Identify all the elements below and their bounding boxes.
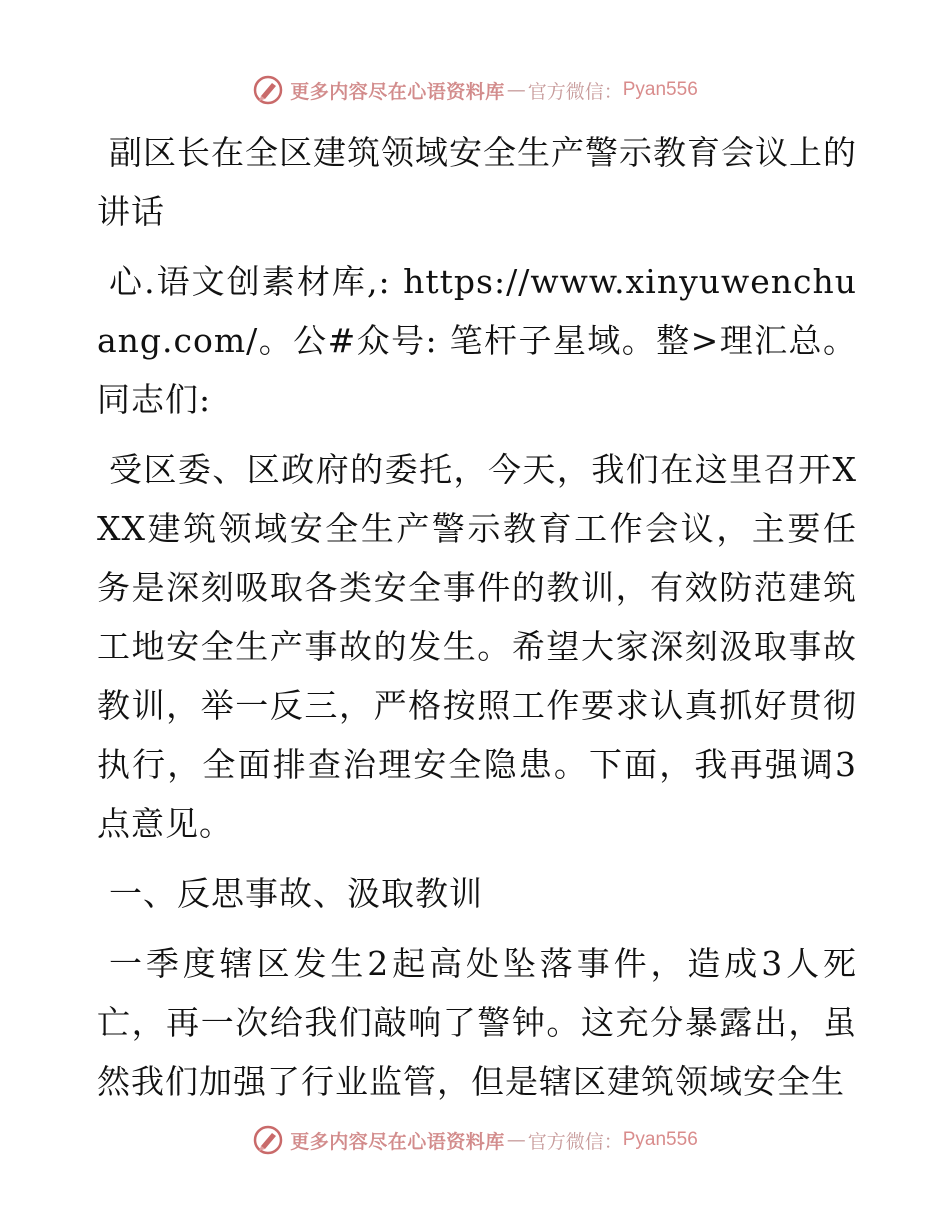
watermark-main-text: 更多内容尽在心语资料库	[290, 80, 505, 103]
section-heading-1: 一、反思事故、汲取教训	[109, 874, 483, 913]
watermark-dash: —	[506, 1129, 526, 1151]
header-watermark	[0, 70, 950, 110]
paragraph-source-note: 心.语文创素材库,: https://www.xinyuwenchuang.com/。公#众号: 笔杆子星域。整>理汇总。同志们:	[97, 262, 857, 419]
pen-logo-icon	[252, 74, 284, 106]
watermark-dash: —	[506, 79, 526, 101]
watermark-main-text: 更多内容尽在心语资料库	[290, 1130, 505, 1153]
watermark-wechat-id: Pyan556	[622, 79, 698, 100]
pen-logo-icon	[252, 1124, 284, 1156]
watermark-wechat-id: Pyan556	[622, 1129, 698, 1150]
document-body	[97, 123, 857, 1122]
watermark-wechat-label: 官方微信：	[527, 80, 623, 103]
paragraph-section-1: 一季度辖区发生2起高处坠落事件，造成3人死亡，再一次给我们敲响了警钟。这充分暴露出，虽然我们加强了行业监管，但是辖区建筑领域安全生	[97, 944, 857, 1101]
footer-watermark	[0, 1120, 950, 1160]
document-title: 副区长在全区建筑领域安全生产警示教育会议上的讲话	[97, 133, 857, 231]
paragraph-intro: 受区委、区政府的委托，今天，我们在这里召开XXX建筑领域安全生产警示教育工作会议，主要任务是深刻吸取各类安全事件的教训，有效防范建筑工地安全生产事故的发生。希望大家深刻汲取事故教训，举一反三，严格按照工作要求认真抓好贯彻执行，全面排查治理安全隐患。下面，我再强调3点意见。	[97, 450, 857, 843]
watermark-wechat-label: 官方微信：	[527, 1130, 623, 1153]
